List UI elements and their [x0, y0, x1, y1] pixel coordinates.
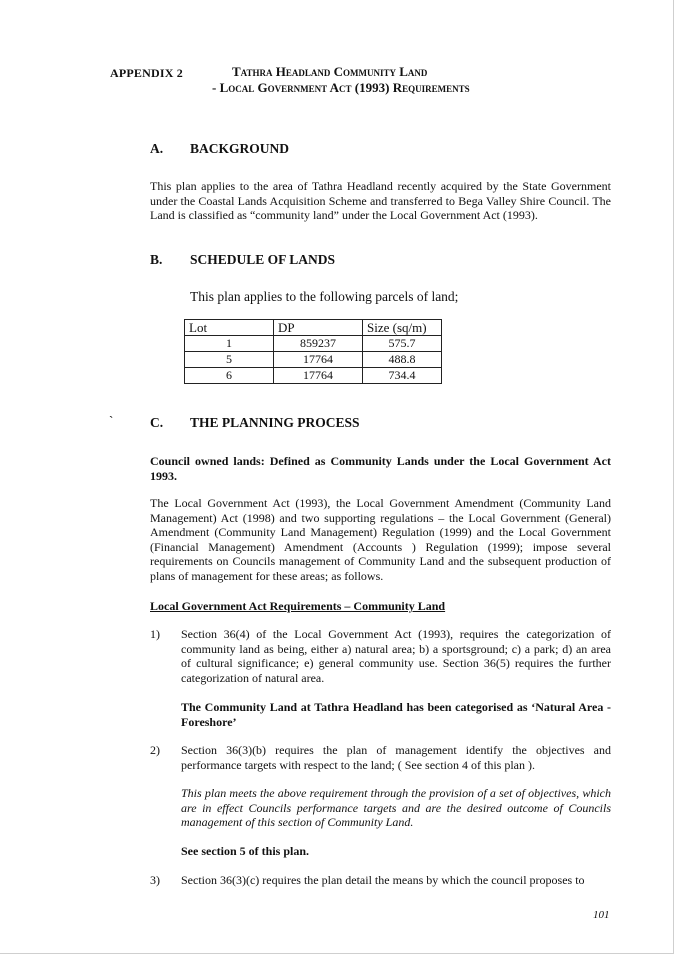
table-cell: 734.4	[363, 368, 442, 384]
appendix-label: APPENDIX 2	[110, 66, 183, 80]
requirement-item-text: Section 36(3)(b) requires the plan of management identify the objectives and performance targets with respect to the land; ( See section 4 of this plan ).	[181, 743, 611, 772]
table-cell: 6	[185, 368, 274, 384]
section-a-letter: A.	[150, 141, 164, 156]
item-number: 1)	[150, 627, 160, 641]
table-cell: 17764	[274, 352, 363, 368]
item-number: 2)	[150, 743, 160, 757]
table-row	[185, 352, 442, 368]
section-c-title: THE PLANNING PROCESS	[190, 415, 360, 430]
table-cell: 5	[185, 352, 274, 368]
requirements-heading: Local Government Act Requirements – Community Land	[150, 599, 446, 613]
section-c-letter: C.	[150, 415, 164, 430]
stray-tick-mark: `	[109, 413, 114, 428]
section-b-intro: This plan applies to the following parcels of land;	[190, 289, 459, 304]
requirement-item-text: Section 36(3)(c) requires the plan detail the means by which the council proposes to	[181, 873, 585, 887]
land-parcels-table	[184, 319, 442, 384]
requirement-item-italic-note: This plan meets the above requirement through the provision of a set of objectives, which are in effect Councils performance targets and are the desired outcome of Councils management of this section of Community Land.	[181, 786, 611, 830]
requirement-item-text: Section 36(4) of the Local Government Act (1993), requires the categorization of community land as being, either a) natural area; b) a sportsground; c) a park; d) an area of cultural significance; e) general community use. Section 36(5) requires the further categorization of natural area.	[181, 627, 611, 685]
table-header-cell: DP	[274, 320, 363, 336]
section-b-title: SCHEDULE OF LANDS	[190, 252, 336, 267]
table-cell: 1	[185, 336, 274, 352]
section-c-body: The Local Government Act (1993), the Local Government Amendment (Community Land Management) Act (1998) and two supporting regulations – the Local Government (General) Amendment (Community Land Management) Regulation (1999) and the Local Government (Financial Management) Amendment (Accounts ) Regulation (1999); impose several requirements on Councils management of Community Land and the subsequent production of plans of management for these areas; as follows.	[150, 496, 611, 583]
table-row	[185, 336, 442, 352]
section-b-letter: B.	[150, 252, 163, 267]
table-header-cell: Lot	[185, 320, 274, 336]
document-title-line1: Tathra Headland Community Land	[232, 64, 428, 79]
document-title-line2: - Local Government Act (1993) Requirements	[212, 80, 470, 95]
table-header-row	[185, 320, 442, 336]
table-cell: 859237	[274, 336, 363, 352]
table-cell: 488.8	[363, 352, 442, 368]
requirement-item-note: The Community Land at Tathra Headland has been categorised as ‘Natural Area -Foreshore’	[181, 700, 611, 729]
item-number: 3)	[150, 873, 160, 887]
requirement-item-see-reference: See section 5 of this plan.	[181, 844, 310, 858]
table-cell: 575.7	[363, 336, 442, 352]
page-number: 101	[593, 909, 610, 921]
table-row	[185, 368, 442, 384]
section-c-subheading: Council owned lands: Defined as Community Lands under the Local Government Act 1993.	[150, 454, 611, 483]
section-a-body: This plan applies to the area of Tathra Headland recently acquired by the State Government under the Coastal Lands Acquisition Scheme and transferred to Bega Valley Shire Council. The Land is classified as “community land” under the Local Government Act (1993).	[150, 179, 611, 223]
table-cell: 17764	[274, 368, 363, 384]
section-a-title: BACKGROUND	[190, 141, 290, 156]
table-header-cell: Size (sq/m)	[363, 320, 442, 336]
